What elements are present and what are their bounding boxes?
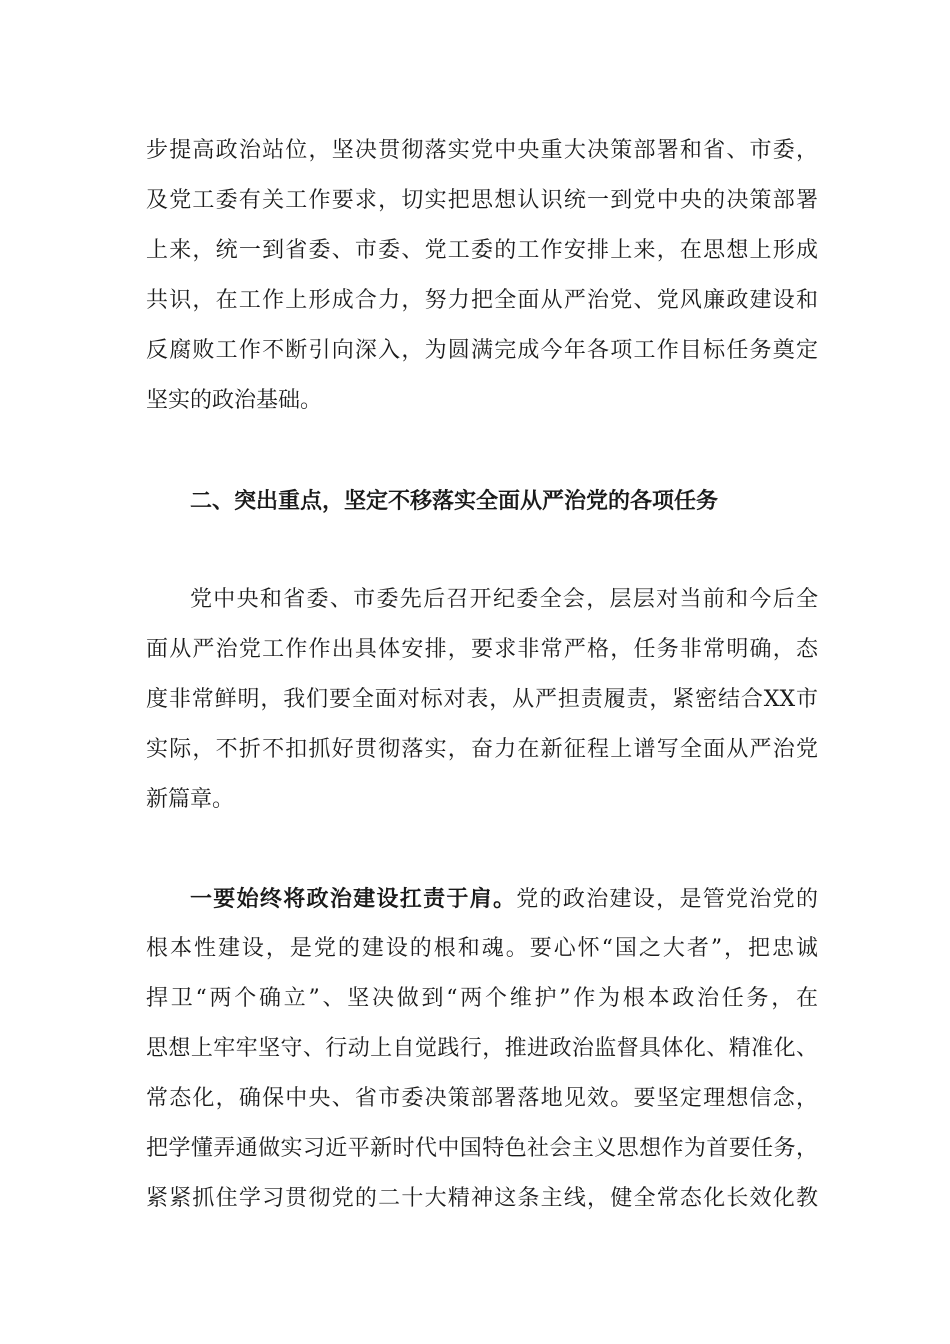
paragraph-line: 步提高政治站位，坚决贯彻落实党中央重大决策部署和省、市委， [146,138,818,163]
paragraph-line: 度非常鲜明，我们要全面对标对表，从严担责履责，紧密结合XX市 [146,687,818,712]
section-heading: 二、突出重点，坚定不移落实全面从严治党的各项任务 [190,488,719,514]
paragraph-line: 共识，在工作上形成合力，努力把全面从严治党、党风廉政建设和 [146,288,818,313]
paragraph-line: 把学懂弄通做实习近平新时代中国特色社会主义思想作为首要任务， [146,1136,818,1161]
paragraph-line: 及党工委有关工作要求，切实把思想认识统一到党中央的决策部署 [146,188,818,213]
paragraph-line: 思想上牢牢坚守、行动上自觉践行，推进政治监督具体化、精准化、 [146,1036,818,1061]
paragraph-line: 上来，统一到省委、市委、党工委的工作安排上来，在思想上形成 [146,238,818,263]
paragraph-line: 党中央和省委、市委先后召开纪委全会，层层对当前和今后全 [190,587,818,612]
paragraph-text: 党的政治建设，是管党治党的 [516,887,818,912]
paragraph-line-with-lead [190,884,818,914]
paragraph-line: 紧紧抓住学习贯彻党的二十大精神这条主线，健全常态化长效化教 [146,1186,818,1211]
paragraph-line: 根本性建设，是党的建设的根和魂。要心怀“国之大者”，把忠诚 [146,936,818,961]
paragraph-line: 实际，不折不扣抓好贯彻落实，奋力在新征程上谱写全面从严治党 [146,737,818,762]
bold-lead-text: 一要始终将政治建设扛责于肩。 [190,886,517,912]
paragraph-line: 反腐败工作不断引向深入，为圆满完成今年各项工作目标任务奠定 [146,338,818,363]
paragraph-line: 新篇章。 [146,787,235,812]
paragraph-line: 面从严治党工作作出具体安排，要求非常严格，任务非常明确，态 [146,637,818,662]
paragraph-line: 捍卫“两个确立”、坚决做到“两个维护”作为根本政治任务，在 [146,986,818,1011]
paragraph-line: 常态化，确保中央、省市委决策部署落地见效。要坚定理想信念， [146,1086,818,1111]
paragraph-line: 坚实的政治基础。 [146,388,323,413]
